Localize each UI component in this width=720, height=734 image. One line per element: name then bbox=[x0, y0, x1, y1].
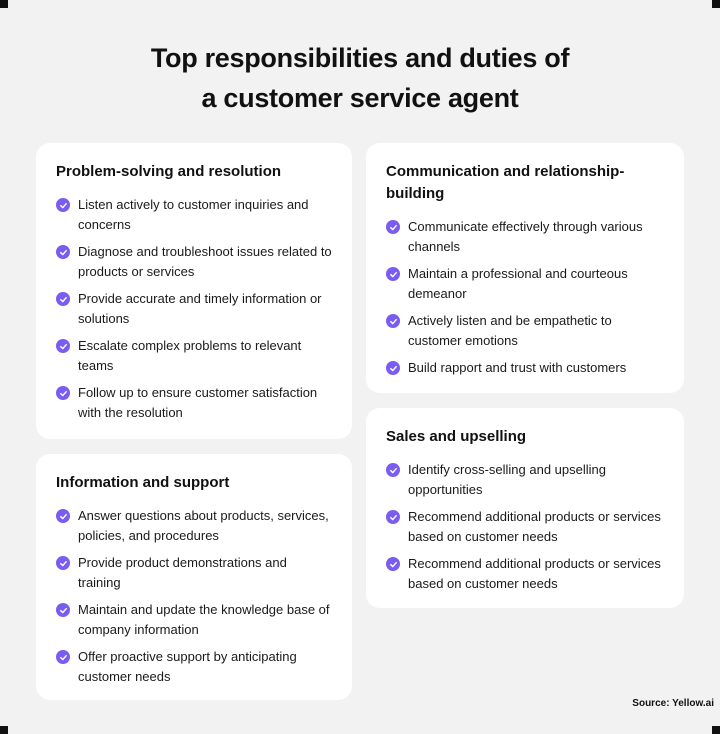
check-circle-icon bbox=[56, 245, 70, 259]
list-item bbox=[56, 242, 332, 282]
list-item bbox=[56, 647, 332, 687]
card-information-support bbox=[36, 454, 352, 700]
duty-list bbox=[56, 506, 332, 687]
list-item bbox=[56, 600, 332, 640]
title-line-1: Top responsibilities and duties of bbox=[150, 43, 570, 73]
list-item bbox=[386, 507, 664, 547]
list-item bbox=[56, 289, 332, 329]
list-item-text: Offer proactive support by anticipating customer needs bbox=[78, 649, 297, 684]
list-item-text: Provide accurate and timely information or solutions bbox=[78, 291, 322, 326]
card-sales-upselling bbox=[366, 408, 684, 608]
card-heading: Problem-solving and resolution bbox=[56, 163, 282, 180]
corner-mark bbox=[0, 0, 8, 8]
duty-list bbox=[386, 460, 664, 594]
list-item bbox=[386, 311, 664, 351]
list-item bbox=[56, 506, 332, 546]
check-circle-icon bbox=[56, 386, 70, 400]
card-communication bbox=[366, 143, 684, 393]
list-item-text: Listen actively to customer inquiries and concerns bbox=[78, 197, 309, 232]
check-circle-icon bbox=[56, 603, 70, 617]
list-item-text: Provide product demonstrations and training bbox=[78, 555, 287, 590]
corner-mark bbox=[0, 726, 8, 734]
check-circle-icon bbox=[56, 650, 70, 664]
list-item-text: Maintain a professional and courteous demeanor bbox=[408, 266, 628, 301]
check-circle-icon bbox=[386, 267, 400, 281]
check-circle-icon bbox=[386, 220, 400, 234]
check-circle-icon bbox=[56, 556, 70, 570]
list-item-text: Recommend additional products or services based on customer needs bbox=[408, 556, 661, 591]
duty-list bbox=[56, 195, 332, 423]
check-circle-icon bbox=[56, 509, 70, 523]
list-item bbox=[386, 358, 664, 378]
list-item-text: Escalate complex problems to relevant teams bbox=[78, 338, 302, 373]
list-item-text: Build rapport and trust with customers bbox=[408, 360, 627, 375]
card-heading: Sales and upselling bbox=[386, 428, 527, 445]
corner-mark bbox=[712, 0, 720, 8]
check-circle-icon bbox=[56, 292, 70, 306]
list-item bbox=[386, 554, 664, 594]
list-item bbox=[56, 383, 332, 423]
list-item-text: Diagnose and troubleshoot issues related to products or services bbox=[78, 244, 332, 279]
list-item-text: Identify cross-selling and upselling opportunities bbox=[408, 462, 606, 497]
list-item bbox=[386, 460, 664, 500]
check-circle-icon bbox=[386, 510, 400, 524]
list-item bbox=[56, 336, 332, 376]
duty-list bbox=[386, 217, 664, 378]
card-heading: Communication and relationship-building bbox=[386, 163, 625, 202]
title-line-2: a customer service agent bbox=[201, 83, 519, 113]
check-circle-icon bbox=[386, 463, 400, 477]
check-circle-icon bbox=[56, 339, 70, 353]
check-circle-icon bbox=[56, 198, 70, 212]
check-circle-icon bbox=[386, 557, 400, 571]
source-credit: Source: Yellow.ai bbox=[632, 698, 714, 709]
list-item-text: Follow up to ensure customer satisfaction with the resolution bbox=[78, 385, 318, 420]
list-item-text: Answer questions about products, services, policies, and procedures bbox=[78, 508, 329, 543]
list-item-text: Actively listen and be empathetic to customer emotions bbox=[408, 313, 612, 348]
list-item bbox=[386, 217, 664, 257]
corner-mark bbox=[712, 726, 720, 734]
list-item-text: Communicate effectively through various channels bbox=[408, 219, 643, 254]
list-item bbox=[56, 553, 332, 593]
page-title bbox=[0, 38, 720, 118]
card-problem-solving bbox=[36, 143, 352, 439]
list-item bbox=[386, 264, 664, 304]
list-item bbox=[56, 195, 332, 235]
card-heading: Information and support bbox=[56, 474, 230, 491]
check-circle-icon bbox=[386, 361, 400, 375]
list-item-text: Maintain and update the knowledge base of company information bbox=[78, 602, 330, 637]
list-item-text: Recommend additional products or services based on customer needs bbox=[408, 509, 661, 544]
check-circle-icon bbox=[386, 314, 400, 328]
